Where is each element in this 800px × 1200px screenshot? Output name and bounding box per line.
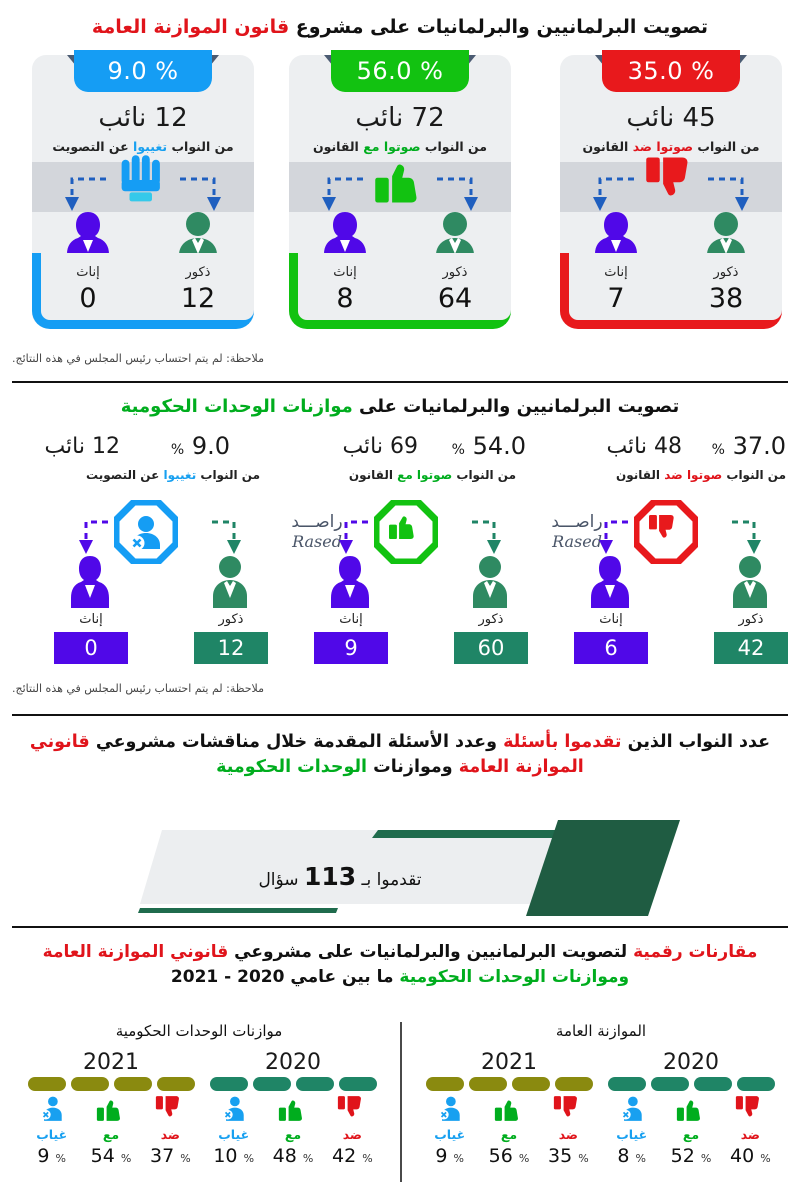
male-value-against: 38	[708, 283, 744, 314]
percent-symbol: %	[451, 442, 465, 458]
rased-latin: Rased	[292, 532, 342, 551]
absent-person-badge-icon	[114, 500, 178, 564]
symbol: %	[302, 1152, 314, 1165]
vote-item-absent	[423, 1095, 477, 1167]
thumbs-up-icon	[96, 1095, 126, 1122]
value: 37	[150, 1145, 175, 1167]
year-bars	[22, 1077, 200, 1091]
bar-segment	[651, 1077, 689, 1091]
absent-person-icon	[37, 1095, 67, 1122]
vote-item-against	[325, 1095, 379, 1167]
percent-badge-absent: 9.0 %	[74, 50, 212, 92]
symbol: %	[578, 1152, 589, 1165]
vote-item-with	[266, 1095, 320, 1167]
year-group-general-2021	[420, 1050, 598, 1167]
absent-person-icon	[435, 1095, 465, 1122]
bar-segment	[512, 1077, 550, 1091]
bar-segment	[555, 1077, 593, 1091]
absent-person-icon	[617, 1095, 647, 1122]
vote-label: ضد	[558, 1127, 578, 1142]
section4-title-line2	[0, 965, 800, 990]
sub-highlight: صوتوا مع	[363, 139, 421, 154]
female-mp-icon	[584, 554, 636, 610]
value: 56	[488, 1145, 513, 1167]
panel-heading-government-units: موازنات الوحدات الحكومية	[115, 1022, 283, 1040]
percent-symbol: %	[711, 442, 725, 458]
s3-l1c: وعدد الأسئلة المقدمة خلال مناقشات مشروعي	[89, 732, 504, 752]
bar-segment	[71, 1077, 109, 1091]
vote-icon-row	[420, 1095, 598, 1167]
vote-item-absent	[25, 1095, 79, 1167]
s3-l1b: تقدموا بأسئلة	[503, 732, 622, 752]
thumbs-down-icon	[735, 1095, 765, 1122]
section1-title	[0, 14, 800, 42]
vote-icon-row	[22, 1095, 200, 1167]
arrow-to-male-with	[435, 173, 481, 215]
section2-note: ملاحظة: لم يتم احتساب رئيس المجلس في هذه النتائج.	[12, 682, 264, 695]
value: 9	[435, 1145, 448, 1167]
thumbs-up-icon	[676, 1095, 706, 1122]
thumbs-down-icon	[155, 1095, 185, 1122]
vote-icon-row	[602, 1095, 780, 1167]
male-label-absent: ذكور	[185, 265, 211, 280]
s3-l1d: قانوني	[29, 732, 90, 752]
s4-l1c: قانوني الموازنة العامة	[42, 942, 229, 962]
vote-label: ضد	[160, 1127, 180, 1142]
s2-female-label-with: إناث	[339, 612, 363, 627]
female-value-against: 7	[607, 283, 625, 314]
male-label-against: ذكور	[713, 265, 739, 280]
vote-label: مع	[102, 1127, 120, 1142]
value: 9	[37, 1145, 50, 1167]
card-sub-absent	[32, 139, 254, 154]
bar-segment	[694, 1077, 732, 1091]
vote-label: غياب	[218, 1127, 250, 1142]
sub-plain-2: عن التصويت	[52, 139, 134, 154]
female-label-against: إناث	[604, 265, 628, 280]
section2-title-highlight: موازنات الوحدات الحكومية	[120, 396, 353, 417]
thumbs-down-icon	[553, 1095, 583, 1122]
s4-l2b: ما بين عامي 2020 - 2021	[170, 966, 400, 987]
vote-value	[423, 1145, 477, 1167]
card-count-with: 72 نائب	[355, 103, 445, 133]
sub-plain-1: من النواب	[196, 468, 260, 482]
divider-2	[12, 714, 788, 716]
year-bars	[420, 1077, 598, 1091]
symbol: %	[180, 1152, 191, 1165]
rased-arabic: راصـــد	[291, 512, 343, 532]
vote-value	[143, 1145, 197, 1167]
bar-segment	[426, 1077, 464, 1091]
symbol: %	[243, 1152, 255, 1165]
percent-value: 37.0	[732, 432, 786, 460]
bar-segment	[114, 1077, 152, 1091]
s4-l2a: وموازنات الوحدات الحكومية	[399, 966, 630, 987]
symbol: %	[120, 1152, 132, 1165]
vote-label: غياب	[434, 1127, 466, 1142]
vote-item-absent	[207, 1095, 261, 1167]
sub-plain-2: القانون	[348, 468, 398, 482]
value: 35	[548, 1145, 573, 1167]
s3-l2c: الوحدات الحكومية	[216, 757, 368, 778]
s2-male-value-against: 42	[714, 632, 788, 664]
bar-segment	[339, 1077, 377, 1091]
symbol: %	[760, 1152, 771, 1165]
symbol: %	[635, 1152, 646, 1165]
mp-count-unit: نائب	[706, 863, 738, 884]
panel-heading-general-budget: الموازنة العامة	[555, 1022, 647, 1040]
sub-highlight: صوتوا ضد	[632, 139, 694, 154]
arrow-to-female-absent	[62, 173, 108, 215]
section4-title	[0, 940, 800, 989]
card-count-against: 45 نائب	[626, 103, 716, 133]
mp-count-block	[662, 825, 782, 884]
sub-plain-1: من النواب	[167, 139, 234, 154]
male-value-with: 64	[437, 283, 473, 314]
bar-segment	[608, 1077, 646, 1091]
sub-highlight: تغيبوا	[133, 139, 168, 154]
male-label-with: ذكور	[442, 265, 468, 280]
percent-badge-against: 35.0 %	[602, 50, 740, 92]
s3-l1a: عدد النواب الذين	[621, 732, 771, 752]
s2-percent-with	[452, 432, 526, 460]
sub-plain-1: من النواب	[452, 468, 516, 482]
section3-title-line1	[0, 730, 800, 755]
s2-female-value-absent: 0	[54, 632, 128, 664]
vote-item-against	[723, 1095, 777, 1167]
vote-item-against	[541, 1095, 595, 1167]
thumbs-up-icon	[278, 1095, 308, 1122]
female-label-absent: إناث	[76, 265, 100, 280]
year-label: 2020	[265, 1050, 321, 1075]
card-with[interactable]	[289, 55, 511, 327]
symbol: %	[453, 1152, 464, 1165]
bar-segment	[737, 1077, 775, 1091]
year-group-general-2020	[602, 1050, 780, 1167]
vote-label: ضد	[740, 1127, 760, 1142]
year-group-units-2021	[22, 1050, 200, 1167]
s2-male-label-with: ذكور	[478, 612, 504, 627]
s2-percent-against	[712, 432, 786, 460]
vote-item-against	[143, 1095, 197, 1167]
s2-male-label-absent: ذكور	[218, 612, 244, 627]
symbol: %	[362, 1152, 373, 1165]
vote-value	[605, 1145, 659, 1167]
vote-label: مع	[284, 1127, 302, 1142]
thumbs-up-badge-icon	[374, 500, 438, 564]
questions-prefix: تقدموا بـ	[356, 870, 422, 890]
thumbs-up-icon	[494, 1095, 524, 1122]
year-bars	[204, 1077, 382, 1091]
vote-value	[325, 1145, 379, 1167]
bar-segment	[296, 1077, 334, 1091]
sub-plain-2: عن التصويت	[86, 468, 164, 482]
year-bars	[602, 1077, 780, 1091]
vote-value	[25, 1145, 79, 1167]
vote-item-with	[482, 1095, 536, 1167]
thumbs-down-icon	[644, 155, 698, 205]
vote-label: ضد	[342, 1127, 362, 1142]
vote-value	[266, 1145, 320, 1167]
male-mp-icon	[204, 554, 256, 610]
mp-count-number: 44	[698, 825, 746, 865]
card-absent[interactable]	[32, 55, 254, 327]
rased-latin: Rased	[552, 532, 602, 551]
vote-value	[541, 1145, 595, 1167]
symbol: %	[700, 1152, 712, 1165]
value: 54	[90, 1145, 115, 1167]
female-mp-icon	[64, 554, 116, 610]
year-label: 2020	[663, 1050, 719, 1075]
s2-count-against: 48 نائب	[606, 434, 682, 459]
vote-label: غياب	[36, 1127, 68, 1142]
raised-hand-icon	[116, 155, 170, 205]
arrow-to-male-against	[706, 173, 752, 215]
value: 10	[213, 1145, 238, 1167]
s2-sub-absent	[86, 468, 260, 482]
s2-male-label-against: ذكور	[738, 612, 764, 627]
section1-note: ملاحظة: لم يتم احتساب رئيس المجلس في هذه النتائج.	[12, 352, 264, 365]
s2-female-value-against: 6	[574, 632, 648, 664]
sub-plain-2: القانون	[616, 468, 665, 482]
vote-label: غياب	[616, 1127, 648, 1142]
arrow-to-male-absent	[178, 173, 224, 215]
questions-suffix: سؤال	[258, 870, 304, 890]
value: 40	[730, 1145, 755, 1167]
thumbs-up-icon	[373, 155, 427, 205]
section2-title-plain: تصويت البرلمانيين والبرلمانيات على	[352, 396, 680, 417]
section3-title-line2	[0, 755, 800, 780]
vote-value	[207, 1145, 261, 1167]
sub-highlight: تغيبوا	[163, 468, 197, 482]
s2-percent-absent	[171, 432, 230, 460]
card-count-absent: 12 نائب	[98, 103, 188, 133]
vote-value	[723, 1145, 777, 1167]
male-value-absent: 12	[180, 283, 216, 314]
s4-l1a: مقارنات رقمية	[633, 942, 758, 962]
panel-divider	[400, 1022, 402, 1182]
rased-arabic: راصـــد	[551, 512, 603, 532]
vote-value	[482, 1145, 536, 1167]
s4-l1b: لتصويت البرلمانيين والبرلمانيات على مشروعي	[228, 942, 634, 962]
female-label-with: إناث	[333, 265, 357, 280]
symbol: %	[55, 1152, 66, 1165]
vote-item-with	[84, 1095, 138, 1167]
vote-item-with	[664, 1095, 718, 1167]
card-against[interactable]	[560, 55, 782, 327]
value: 8	[617, 1145, 630, 1167]
year-label: 2021	[83, 1050, 139, 1075]
percent-badge-with: 56.0 %	[331, 50, 469, 92]
s2-female-value-with: 9	[314, 632, 388, 664]
year-group-units-2020	[204, 1050, 382, 1167]
s2-female-label-against: إناث	[599, 612, 623, 627]
female-value-with: 8	[336, 283, 354, 314]
s2-count-absent: 12 نائب	[44, 434, 120, 459]
bar-segment	[469, 1077, 507, 1091]
vote-item-absent	[605, 1095, 659, 1167]
value: 52	[670, 1145, 695, 1167]
s2-male-value-with: 60	[454, 632, 528, 664]
divider-3	[12, 926, 788, 928]
male-mp-icon	[724, 554, 776, 610]
sub-plain-1: من النواب	[722, 468, 786, 482]
sub-highlight: صوتوا ضد	[664, 468, 723, 482]
vote-icon-row	[204, 1095, 382, 1167]
questions-number: 113	[303, 862, 357, 891]
vote-label: مع	[682, 1127, 700, 1142]
bar-segment	[210, 1077, 248, 1091]
female-value-absent: 0	[79, 283, 97, 314]
section3-title	[0, 730, 800, 781]
symbol: %	[518, 1152, 530, 1165]
divider-1	[12, 381, 788, 383]
section2-title	[0, 394, 800, 420]
questions-text	[150, 862, 530, 891]
arrow-to-female-against	[590, 173, 636, 215]
s2-male-value-absent: 12	[194, 632, 268, 664]
vote-value	[664, 1145, 718, 1167]
s2-sub-against	[616, 468, 786, 482]
female-mp-icon	[324, 554, 376, 610]
s2-sub-with	[349, 468, 516, 482]
value: 42	[332, 1145, 357, 1167]
section1-title-plain: تصويت البرلمانيين والبرلمانيات على مشروع	[289, 16, 709, 38]
thumbs-down-icon	[337, 1095, 367, 1122]
percent-symbol: %	[170, 442, 185, 458]
section1-title-highlight: قانون الموازنة العامة	[91, 16, 290, 38]
bar-segment	[28, 1077, 66, 1091]
percent-value: 54.0	[472, 432, 526, 460]
value: 48	[272, 1145, 297, 1167]
absent-person-icon	[219, 1095, 249, 1122]
bar-segment	[253, 1077, 291, 1091]
s3-l2b: وموازنات	[367, 757, 459, 778]
sub-plain-2: القانون	[312, 139, 364, 154]
sub-plain-2: القانون	[582, 139, 633, 154]
male-mp-icon	[464, 554, 516, 610]
sub-plain-1: من النواب	[420, 139, 488, 154]
section4-title-line1	[0, 940, 800, 965]
vote-value	[84, 1145, 138, 1167]
bar-segment	[157, 1077, 195, 1091]
s2-female-label-absent: إناث	[79, 612, 103, 627]
sub-highlight: صوتوا مع	[397, 468, 453, 482]
s2-count-with: 69 نائب	[342, 434, 418, 459]
arrow-to-female-with	[319, 173, 365, 215]
year-label: 2021	[481, 1050, 537, 1075]
card-sub-against	[560, 139, 782, 154]
vote-label: مع	[500, 1127, 518, 1142]
s3-l2a: الموازنة العامة	[458, 757, 584, 778]
percent-value: 9.0	[191, 432, 230, 460]
card-sub-with	[289, 139, 511, 154]
thumbs-down-badge-icon	[634, 500, 698, 564]
sub-plain-1: من النواب	[693, 139, 760, 154]
